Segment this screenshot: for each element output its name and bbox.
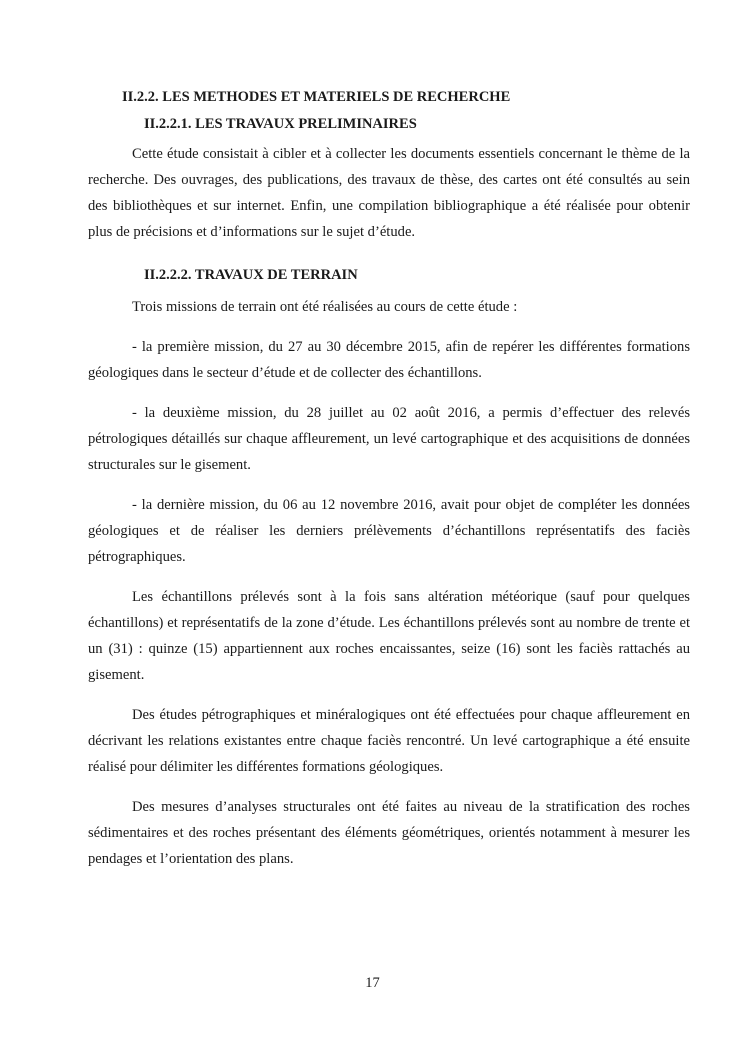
paragraph-mission-2: - la deuxième mission, du 28 juillet au 02 août 2016, a permis d’effectuer des relevés pétrologiques détaillés sur chaque affleurement, un levé cartographique et des acquisitions de données structurales sur le gisement. xyxy=(88,405,690,473)
paragraph-preliminaires: Cette étude consistait à cibler et à collecter les documents essentiels concernant le thème de la recherche. Des ouvrages, des publications, des travaux de thèse, des cartes ont été consultés au sein des bibliothèques et sur internet. Enfin, une compilation bibliographique a été réalisée pour obtenir plus de précisions et d’informations sur le sujet d’étude. xyxy=(88,146,690,240)
paragraph-mesures: Des mesures d’analyses structurales ont été faites au niveau de la stratification des roches sédimentaires et des roches présentant des éléments géométriques, orientés notamment à mesurer les pendages et l’orientation des plans. xyxy=(88,799,690,867)
subsection-heading-preliminaires: II.2.2.1. LES TRAVAUX PRELIMINAIRES xyxy=(144,116,417,132)
paragraph-etudes: Des études pétrographiques et minéralogiques ont été effectuées pour chaque affleurement en décrivant les relations existantes entre chaque faciès rencontré. Un levé cartographique a été ensuite réalisé pour délimiter les différentes formations géologiques. xyxy=(88,707,690,775)
section-heading: II.2.2. LES METHODES ET MATERIELS DE RECHERCHE xyxy=(122,89,511,105)
subsection-heading-terrain: II.2.2.2. TRAVAUX DE TERRAIN xyxy=(144,267,358,283)
paragraph-echantillons: Les échantillons prélevés sont à la fois sans altération météorique (sauf pour quelques échantillons) et représentatifs de la zone d’étude. Les échantillons prélevés sont au nombre de trente et un (31) : quinze (15) appartiennent aux roches encaissantes, seize (16) sont les faciès rattachés au gisement. xyxy=(88,589,690,683)
page-content xyxy=(88,87,690,872)
paragraph-mission-1: - la première mission, du 27 au 30 décembre 2015, afin de repérer les différentes formations géologiques dans le secteur d’étude et de collecter des échantillons. xyxy=(88,339,690,381)
paragraph-intro-terrain: Trois missions de terrain ont été réalisées au cours de cette étude : xyxy=(132,299,518,315)
page-number: 17 xyxy=(365,975,380,991)
paragraph-mission-3: - la dernière mission, du 06 au 12 novembre 2016, avait pour objet de compléter les données géologiques et de réaliser les derniers prélèvements d’échantillons représentatifs des faciès pétrographiques. xyxy=(88,497,690,565)
